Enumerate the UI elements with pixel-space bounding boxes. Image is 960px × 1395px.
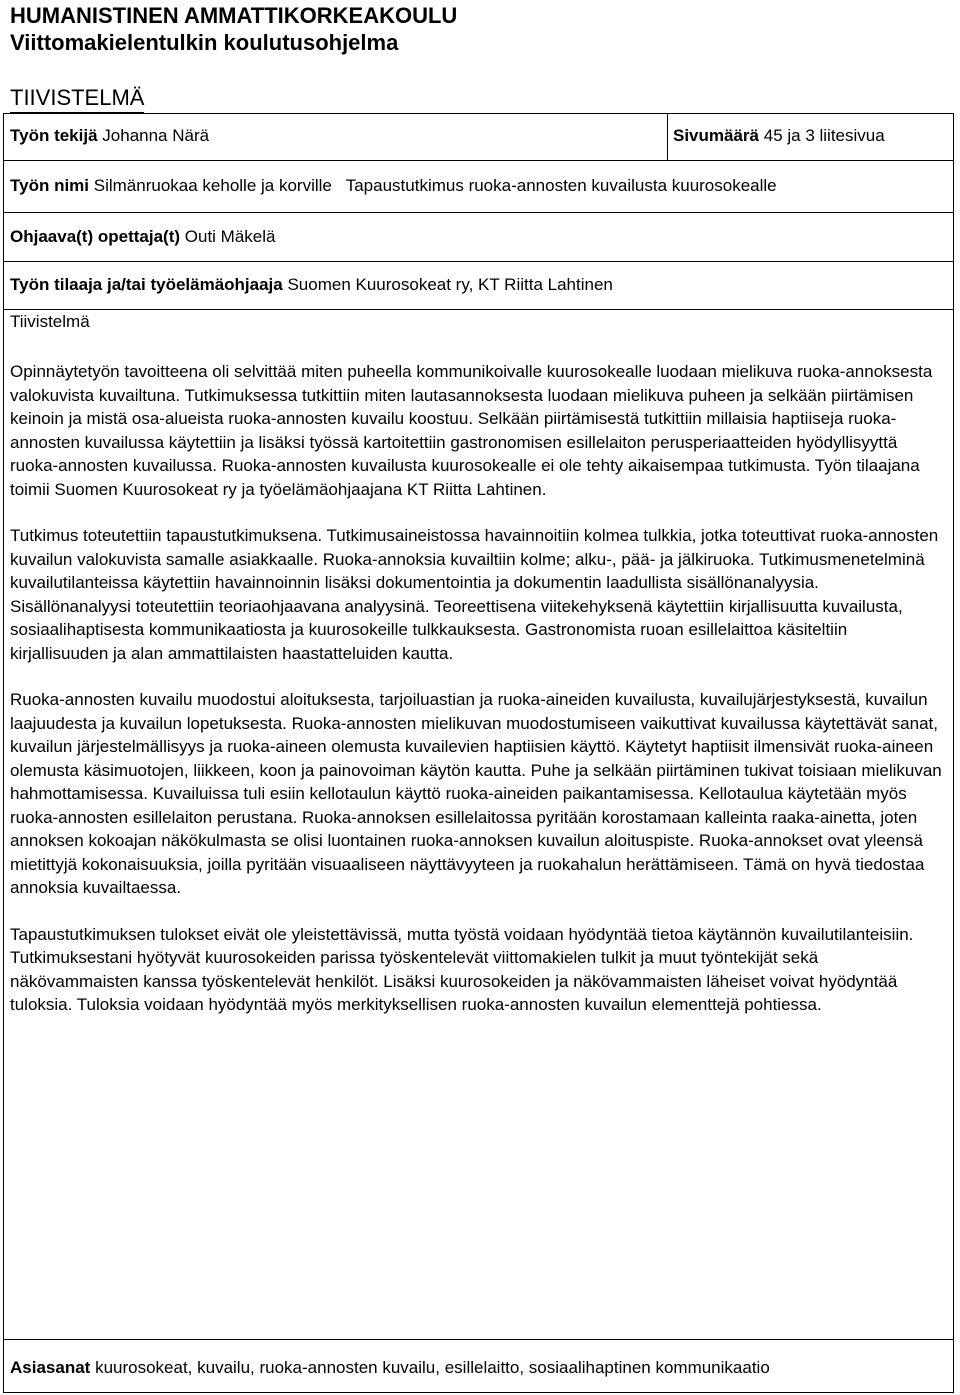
document-type-heading: TIIVISTELMÄ xyxy=(10,84,144,114)
column-divider xyxy=(667,113,668,160)
keywords-value: kuurosokeat, kuvailu, ruoka-annosten kuvailu, esillelaitto, sosiaalihaptinen kommunikaatio xyxy=(95,1358,770,1377)
abstract-paragraph: Ruoka-annosten kuvailu muodostui aloituksesta, tarjoiluastian ja ruoka-aineiden kuvailusta, kuvailujärjestyksestä, kuvailun laajuudesta ja kuvailun lopetuksesta. Ruoka-annosten mielikuvan muodostumiseen vaikuttivat kuvailussa käytettävät sanat, kuvailun järjestelmällisyys ja ruoka-aineen olemusta kuvailevien haptiisien käyttö. Käytetyt haptiisit ilmensivät ruoka-aineen olemusta käsimuotojen, liikkeen, koon ja painovoiman käytön kautta. Puhe ja selkään piirtäminen tukivat toisiaan mielikuvan hahmottamisessa. Kuvailuissa tuli esiin kellotaulun käyttö ruoka-aineiden paikantamisessa. Kellotaulua käytetään myös ruoka-annosten esillelaiton perustana. Ruoka-annoksen esillelaitossa pyritään korostamaan kalleinta raaka-ainetta, joten annoksen kokoajan näkökulmasta se olisi luontainen ruoka-annoksen kuvailun aloituspiste. Ruoka-annokset ovat yleensä mietittyjä kokonaisuuksia, joilla pyritään visuaaliseen näyttävyyteen ja ruokahalun herättämiseen. Tämä on hyvä tiedostaa annoksia kuvailtaessa. xyxy=(10,690,942,897)
divider xyxy=(3,261,954,262)
institution-name: HUMANISTINEN AMMATTIKORKEAKOULU xyxy=(10,3,458,28)
client-label: Työn tilaaja ja/tai työelämäohjaaja xyxy=(10,275,283,294)
divider xyxy=(3,309,954,310)
author-label: Työn tekijä xyxy=(10,126,98,145)
pages-value: 45 ja 3 liitesivua xyxy=(763,126,885,145)
supervisor-value: Outi Mäkelä xyxy=(184,227,276,246)
divider xyxy=(3,1339,954,1340)
program-name: Viittomakielentulkin koulutusohjelma xyxy=(10,30,399,55)
author-value: Johanna Närä xyxy=(102,126,210,145)
abstract-body xyxy=(10,360,942,1040)
pages-field xyxy=(673,125,885,147)
divider xyxy=(3,160,954,161)
abstract-paragraph: Tutkimus toteutettiin tapaustutkimuksena. Tutkimusaineistossa havainnoitiin kolmea tulkkia, jotka toteuttivat ruoka-annosten kuvailun valokuvista samalle asiakkaalle. Ruoka-annoksia kuvailtiin kolme; alku-, pää- ja jälkiruoka. Tutkimusmenetelminä kuvailutilanteissa käytettiin havainnoinnin lisäksi dokumentointia ja dokumentin laadullista sisällönanalyysia. Sisällönanalyysi toteutettiin teoriaohjaavana analyysinä. Teoreettisena viitekehyksenä käytettiin kirjallisuutta kuvailusta, sosiaalihaptisesta kommunikaatiosta ja kuurosokeille tulkkauksesta. Gastronomista ruoan esillelaittoa käsiteltiin kirjallisuuden ja alan ammattilaisten haastatteluiden kautta. xyxy=(10,526,939,663)
abstract-paragraph: Tapaustutkimuksen tulokset eivät ole yleistettävissä, mutta työstä voidaan hyödyntää tietoa käytännön kuvailutilanteisiin. Tutkimuksestani hyötyvät kuurosokeiden parissa työskentelevät viittomakielen tulkit ja muut työntekijät sekä näkövammaisten kanssa työskentelevät henkilöt. Lisäksi kuurosokeiden ja näkövammaisten läheiset voivat hyödyntää tuloksia. Tuloksia voidaan hyödyntää myös merkityksellisen ruoka-annosten kuvailun elementtejä pohtiessa. xyxy=(10,924,914,1014)
client-field xyxy=(10,274,613,296)
abstract-label: Tiivistelmä xyxy=(10,312,90,331)
title-field xyxy=(10,175,777,197)
pages-label: Sivumäärä xyxy=(673,126,759,145)
keywords-label: Asiasanat xyxy=(10,1358,91,1377)
author-field xyxy=(10,125,209,147)
document-header xyxy=(10,2,457,56)
title-label: Työn nimi xyxy=(10,176,90,195)
supervisor-field xyxy=(10,226,275,248)
abstract-paragraph: Opinnäytetyön tavoitteena oli selvittää miten puheella kommunikoivalle kuurosokealle luodaan mielikuva ruoka-annoksesta valokuvista kuvailtuna. Tutkimuksessa tutkittiin miten lautasannoksesta luodaan mielikuva puheen ja selkään piirtämisen keinoin ja mistä osa-alueista ruoka-annosten kuvailu koostuu. Selkään piirtämisestä tutkittiin millaisia haptiiseja ruoka-annosten kuvailussa käytettiin ja lisäksi työssä kartoitettiin gastronomisen esillelaiton perusperiaatteiden hyödyllisyyttä ruoka-annosten kuvailussa. Ruoka-annosten kuvailusta kuurosokealle ei ole tehty aikaisempaa tutkimusta. Työn tilaajana toimii Suomen Kuurosokeat ry ja työelämäohjaajana KT Riitta Lahtinen. xyxy=(10,362,933,499)
supervisor-label: Ohjaava(t) opettaja(t) xyxy=(10,227,181,246)
divider xyxy=(3,212,954,213)
client-value: Suomen Kuurosokeat ry, KT Riitta Lahtinen xyxy=(287,275,613,294)
title-value: Silmänruokaa keholle ja korville Tapaustutkimus ruoka-annosten kuvailusta kuurosokealle xyxy=(93,176,777,195)
keywords-field xyxy=(10,1357,770,1379)
